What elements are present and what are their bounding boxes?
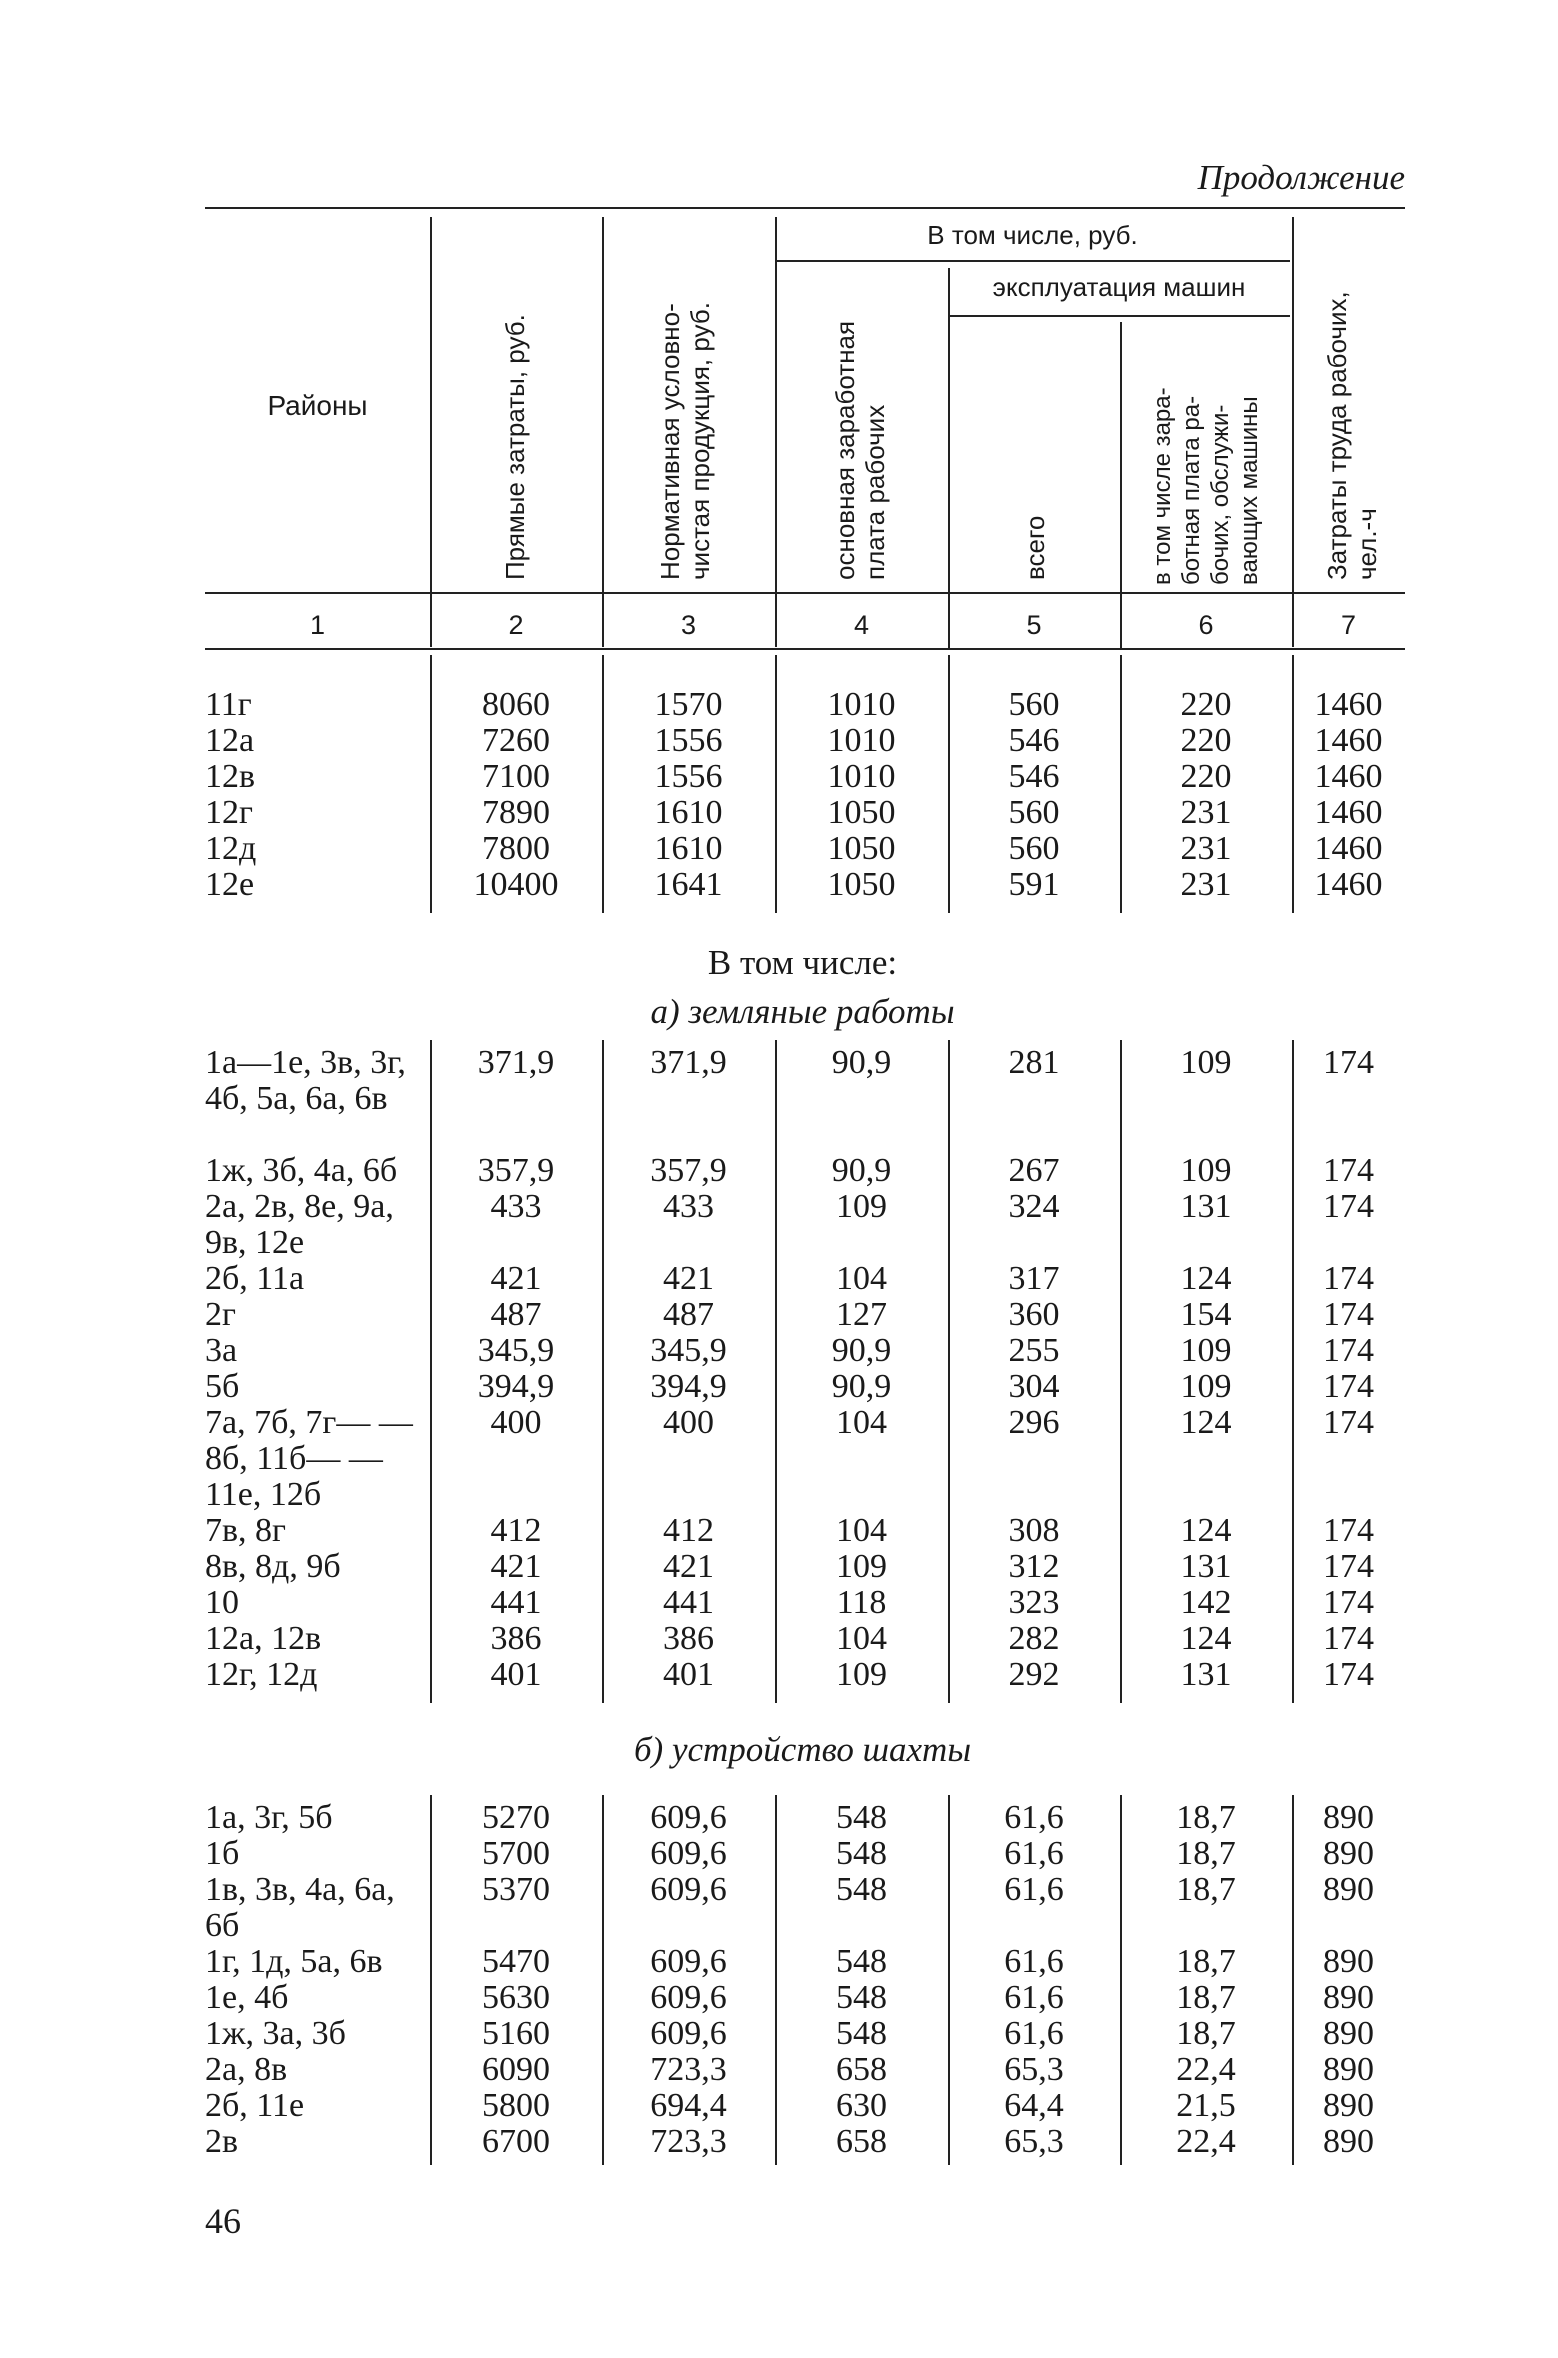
value-cell: 174 <box>1323 1512 1374 1549</box>
column-number: 6 <box>1198 610 1214 640</box>
header-incl-wage-line: ботная плата ра- <box>1178 395 1205 585</box>
value-cell: 658 <box>836 2123 887 2160</box>
value-cell: 890 <box>1323 1871 1374 1908</box>
body-vrule <box>948 655 950 913</box>
district-cell: 12д <box>205 830 257 867</box>
value-cell: 304 <box>1008 1368 1060 1405</box>
value-cell: 22,4 <box>1176 2051 1236 2088</box>
value-cell: 174 <box>1323 1332 1374 1369</box>
district-cell: 1в, 3в, 4а, 6а, 6б <box>205 1871 395 1944</box>
body-vrule <box>1292 1040 1294 1703</box>
district-cell: 2в <box>205 2123 239 2160</box>
including-rule <box>775 260 1290 262</box>
value-cell: 546 <box>1008 758 1060 795</box>
value-cell: 174 <box>1323 1620 1374 1657</box>
value-cell: 220 <box>1180 758 1232 795</box>
header-incl-wage-line: вающих машины <box>1236 396 1263 585</box>
value-cell: 1010 <box>827 758 896 795</box>
header-including-rub: В том числе, руб. <box>927 220 1138 250</box>
value-cell: 109 <box>1180 1152 1232 1189</box>
value-cell: 124 <box>1180 1512 1232 1549</box>
value-cell: 1556 <box>654 722 723 759</box>
value-cell: 5470 <box>482 1943 550 1980</box>
value-cell: 890 <box>1323 1979 1374 2016</box>
value-cell: 220 <box>1180 722 1232 759</box>
value-cell: 118 <box>836 1584 887 1621</box>
column-number: 7 <box>1340 610 1357 640</box>
column-number: 2 <box>508 610 524 640</box>
value-cell: 433 <box>663 1188 714 1225</box>
value-cell: 609,6 <box>650 1799 727 1836</box>
header-direct-costs <box>500 314 530 580</box>
value-cell: 487 <box>663 1296 714 1333</box>
value-cell: 127 <box>836 1296 887 1333</box>
value-cell: 90,9 <box>831 1044 892 1081</box>
value-cell: 890 <box>1323 1799 1374 1836</box>
district-cell: 5б <box>205 1368 240 1405</box>
value-cell: 890 <box>1323 1943 1374 1980</box>
value-cell: 10400 <box>473 866 559 903</box>
column-number: 3 <box>680 610 697 640</box>
value-cell: 394,9 <box>650 1368 727 1405</box>
value-cell: 109 <box>1180 1332 1232 1369</box>
value-cell: 890 <box>1323 2015 1374 2052</box>
body-vrule <box>1120 1795 1122 2165</box>
body-vrule <box>775 1040 777 1703</box>
value-cell: 131 <box>1180 1188 1232 1225</box>
district-cell: 1ж, 3а, 3б <box>205 2015 346 2052</box>
value-cell: 7890 <box>482 794 550 831</box>
value-cell: 400 <box>490 1404 542 1441</box>
value-cell: 548 <box>836 1979 887 2016</box>
value-cell: 386 <box>490 1620 542 1657</box>
header-vrule <box>775 217 777 647</box>
value-cell: 591 <box>1008 866 1060 903</box>
value-cell: 433 <box>490 1188 542 1225</box>
value-cell: 104 <box>836 1512 887 1549</box>
value-cell: 890 <box>1323 2087 1374 2124</box>
value-cell: 104 <box>836 1620 887 1657</box>
value-cell: 723,3 <box>650 2051 727 2088</box>
value-cell: 109 <box>1180 1044 1232 1081</box>
header-labor-costs-line: Затраты труда рабочих, <box>1322 291 1352 580</box>
value-cell: 65,3 <box>1004 2123 1064 2160</box>
body-vrule <box>1120 655 1122 913</box>
value-cell: 231 <box>1180 830 1232 867</box>
district-cell: 1а, 3г, 5б <box>205 1799 333 1836</box>
value-cell: 131 <box>1180 1548 1232 1585</box>
value-cell: 109 <box>1180 1368 1232 1405</box>
value-cell: 124 <box>1180 1260 1232 1297</box>
value-cell: 412 <box>490 1512 542 1549</box>
value-cell: 5800 <box>482 2087 550 2124</box>
header-labor-costs <box>1322 291 1382 580</box>
value-cell: 630 <box>836 2087 887 2124</box>
header-districts: Районы <box>267 390 368 421</box>
value-cell: 154 <box>1180 1296 1232 1333</box>
value-cell: 609,6 <box>650 1871 727 1908</box>
value-cell: 7100 <box>482 758 550 795</box>
body-vrule <box>775 1795 777 2165</box>
value-cell: 1460 <box>1314 758 1383 795</box>
value-cell: 174 <box>1323 1404 1374 1441</box>
value-cell: 174 <box>1323 1188 1374 1225</box>
body-vrule <box>948 1040 950 1703</box>
value-cell: 421 <box>490 1260 542 1297</box>
district-cell: 12в <box>205 758 256 795</box>
header-vrule <box>1120 322 1122 648</box>
header-incl-wage <box>1148 387 1264 585</box>
value-cell: 694,4 <box>650 2087 727 2124</box>
header-incl-wage-line: бочих, обслужи- <box>1207 404 1234 585</box>
header-labor-costs-line: чел.-ч <box>1352 508 1382 580</box>
value-cell: 174 <box>1323 1296 1374 1333</box>
value-cell: 5160 <box>482 2015 550 2052</box>
value-cell: 371,9 <box>477 1044 555 1081</box>
district-cell: 2б, 11а <box>205 1260 305 1297</box>
value-cell: 6700 <box>482 2123 550 2160</box>
value-cell: 421 <box>490 1548 542 1585</box>
value-cell: 282 <box>1008 1620 1060 1657</box>
value-cell: 1556 <box>654 758 723 795</box>
value-cell: 394,9 <box>477 1368 555 1405</box>
page-number: 46 <box>205 2201 241 2241</box>
value-cell: 142 <box>1180 1584 1232 1621</box>
district-cell: 10 <box>205 1584 239 1621</box>
value-cell: 5630 <box>482 1979 550 2016</box>
header-base-wage-line: основная заработная <box>830 320 860 580</box>
value-cell: 104 <box>836 1260 887 1297</box>
value-cell: 231 <box>1180 866 1232 903</box>
column-number: 4 <box>853 610 870 640</box>
district-cell: 12г, 12д <box>205 1656 318 1693</box>
value-cell: 281 <box>1008 1044 1060 1081</box>
value-cell: 371,9 <box>650 1044 727 1081</box>
value-cell: 308 <box>1008 1512 1060 1549</box>
value-cell: 18,7 <box>1176 1943 1236 1980</box>
value-cell: 441 <box>490 1584 542 1621</box>
district-cell: 11г <box>205 686 252 723</box>
body-vrule <box>1292 655 1294 913</box>
value-cell: 174 <box>1323 1584 1374 1621</box>
value-cell: 65,3 <box>1004 2051 1064 2088</box>
header-vrule <box>430 217 432 647</box>
value-cell: 109 <box>836 1548 887 1585</box>
value-cell: 61,6 <box>1004 1979 1064 2016</box>
district-cell: 8в, 8д, 9б <box>205 1548 341 1585</box>
column-number: 1 <box>309 610 326 640</box>
value-cell: 401 <box>490 1656 542 1693</box>
district-cell: 12е <box>205 866 255 903</box>
value-cell: 357,9 <box>477 1152 555 1189</box>
district-cell: 3а <box>205 1332 238 1369</box>
value-cell: 609,6 <box>650 2015 727 2052</box>
value-cell: 5270 <box>482 1799 550 1836</box>
value-cell: 109 <box>836 1188 887 1225</box>
district-cell: 2а, 2в, 8е, 9а, 9в, 12е <box>205 1188 394 1261</box>
value-cell: 487 <box>490 1296 542 1333</box>
header-total <box>1020 516 1050 580</box>
value-cell: 174 <box>1323 1260 1374 1297</box>
value-cell: 400 <box>663 1404 714 1441</box>
value-cell: 890 <box>1323 2051 1374 2088</box>
value-cell: 360 <box>1008 1296 1060 1333</box>
value-cell: 90,9 <box>831 1368 892 1405</box>
header-direct-costs-text: Прямые затраты, руб. <box>500 314 530 580</box>
value-cell: 296 <box>1008 1404 1060 1441</box>
value-cell: 548 <box>836 2015 887 2052</box>
value-cell: 231 <box>1180 794 1232 831</box>
body-vrule <box>430 1040 432 1703</box>
value-cell: 1460 <box>1314 866 1383 903</box>
value-cell: 345,9 <box>650 1332 727 1369</box>
machines-rule <box>948 315 1290 317</box>
body-vrule <box>430 655 432 913</box>
value-cell: 7800 <box>482 830 550 867</box>
value-cell: 1641 <box>654 866 723 903</box>
value-cell: 548 <box>836 1835 887 1872</box>
value-cell: 1010 <box>827 722 896 759</box>
header-vrule <box>948 268 950 648</box>
value-cell: 90,9 <box>831 1152 892 1189</box>
value-cell: 21,5 <box>1176 2087 1236 2124</box>
body-vrule <box>1292 1795 1294 2165</box>
body-vrule <box>602 655 604 913</box>
district-cell: 1е, 4б <box>205 1979 289 2016</box>
value-cell: 7260 <box>482 722 550 759</box>
body-vrule <box>1120 1040 1122 1703</box>
value-cell: 64,4 <box>1004 2087 1064 2124</box>
value-cell: 61,6 <box>1004 1799 1064 1836</box>
district-cell: 2б, 11е <box>205 2087 305 2124</box>
header-base-wage-line: плата рабочих <box>860 404 890 580</box>
value-cell: 609,6 <box>650 1943 727 1980</box>
value-cell: 386 <box>663 1620 714 1657</box>
value-cell: 18,7 <box>1176 1835 1236 1872</box>
value-cell: 61,6 <box>1004 1871 1064 1908</box>
value-cell: 6090 <box>482 2051 550 2088</box>
value-cell: 220 <box>1180 686 1232 723</box>
value-cell: 22,4 <box>1176 2123 1236 2160</box>
value-cell: 546 <box>1008 722 1060 759</box>
body-vrule <box>602 1795 604 2165</box>
district-cell: 2г <box>205 1296 236 1333</box>
header-total-text: всего <box>1020 515 1050 580</box>
including-label: В том числе: <box>707 943 898 982</box>
district-cell: 12а, 12в <box>205 1620 322 1657</box>
continuation-label: Продолжение <box>1197 158 1405 197</box>
value-cell: 174 <box>1323 1152 1374 1189</box>
value-cell: 90,9 <box>831 1332 892 1369</box>
value-cell: 174 <box>1323 1044 1374 1081</box>
section-b-title: б) устройство шахты <box>633 1730 972 1769</box>
value-cell: 548 <box>836 1799 887 1836</box>
value-cell: 1460 <box>1314 830 1383 867</box>
value-cell: 124 <box>1180 1620 1232 1657</box>
value-cell: 1050 <box>827 866 896 903</box>
value-cell: 18,7 <box>1176 1799 1236 1836</box>
district-cell: 7в, 8г <box>205 1512 286 1549</box>
header-machine-operation: эксплуатация машин <box>992 272 1246 302</box>
header-bottom-rule <box>205 592 1405 594</box>
value-cell: 18,7 <box>1176 2015 1236 2052</box>
value-cell: 1050 <box>827 794 896 831</box>
value-cell: 1610 <box>654 830 723 867</box>
district-cell: 12а <box>205 722 255 759</box>
header-incl-wage-line: в том числе зара- <box>1149 387 1176 585</box>
header-base-wage <box>830 321 890 580</box>
value-cell: 421 <box>663 1548 714 1585</box>
header-normative-output <box>655 302 715 580</box>
value-cell: 560 <box>1008 686 1060 723</box>
value-cell: 890 <box>1323 1835 1374 1872</box>
value-cell: 609,6 <box>650 1835 727 1872</box>
value-cell: 723,3 <box>650 2123 727 2160</box>
value-cell: 345,9 <box>477 1332 555 1369</box>
value-cell: 61,6 <box>1004 1835 1064 1872</box>
section-a-title: а) земляные работы <box>650 992 955 1031</box>
value-cell: 109 <box>836 1656 887 1693</box>
header-normative-output-line: Нормативная условно- <box>655 303 685 580</box>
district-cell: 7а, 7б, 7г— —8б, 11б— —11е, 12б <box>205 1404 413 1513</box>
value-cell: 658 <box>836 2051 887 2088</box>
value-cell: 5700 <box>482 1835 550 1872</box>
district-cell: 1а—1е, 3в, 3г, 4б, 5а, 6а, 6в <box>205 1044 406 1117</box>
value-cell: 560 <box>1008 830 1060 867</box>
value-cell: 104 <box>836 1404 887 1441</box>
value-cell: 401 <box>663 1656 714 1693</box>
value-cell: 174 <box>1323 1656 1374 1693</box>
value-cell: 890 <box>1323 2123 1374 2160</box>
value-cell: 255 <box>1008 1332 1060 1369</box>
value-cell: 421 <box>663 1260 714 1297</box>
value-cell: 548 <box>836 1871 887 1908</box>
value-cell: 1460 <box>1314 794 1383 831</box>
body-vrule <box>948 1795 950 2165</box>
header-normative-output-line: чистая продукция, руб. <box>685 302 715 580</box>
district-cell: 12г <box>205 794 253 831</box>
district-cell: 2а, 8в <box>205 2051 288 2088</box>
district-cell: 1г, 1д, 5а, 6в <box>205 1943 383 1980</box>
value-cell: 18,7 <box>1176 1871 1236 1908</box>
value-cell: 609,6 <box>650 1979 727 2016</box>
value-cell: 412 <box>663 1512 714 1549</box>
value-cell: 61,6 <box>1004 2015 1064 2052</box>
value-cell: 1050 <box>827 830 896 867</box>
value-cell: 317 <box>1008 1260 1060 1297</box>
value-cell: 174 <box>1323 1368 1374 1405</box>
value-cell: 312 <box>1008 1548 1060 1585</box>
header-vrule <box>1292 217 1294 647</box>
value-cell: 1460 <box>1314 722 1383 759</box>
value-cell: 292 <box>1008 1656 1060 1693</box>
value-cell: 124 <box>1180 1404 1232 1441</box>
value-cell: 61,6 <box>1004 1943 1064 1980</box>
value-cell: 441 <box>663 1584 714 1621</box>
value-cell: 323 <box>1008 1584 1060 1621</box>
colnum-bottom-rule <box>205 648 1405 650</box>
header-top-rule <box>205 207 1405 209</box>
body-vrule <box>602 1040 604 1703</box>
value-cell: 267 <box>1008 1152 1060 1189</box>
value-cell: 560 <box>1008 794 1060 831</box>
value-cell: 1570 <box>654 686 723 723</box>
value-cell: 8060 <box>482 686 550 723</box>
value-cell: 1460 <box>1314 686 1383 723</box>
body-vrule <box>775 655 777 913</box>
value-cell: 174 <box>1323 1548 1374 1585</box>
value-cell: 548 <box>836 1943 887 1980</box>
value-cell: 357,9 <box>650 1152 727 1189</box>
value-cell: 18,7 <box>1176 1979 1236 2016</box>
value-cell: 1610 <box>654 794 723 831</box>
value-cell: 324 <box>1008 1188 1060 1225</box>
column-number: 5 <box>1026 610 1042 640</box>
district-cell: 1ж, 3б, 4а, 6б <box>205 1152 398 1189</box>
value-cell: 1010 <box>827 686 896 723</box>
district-cell: 1б <box>205 1835 240 1872</box>
body-vrule <box>430 1795 432 2165</box>
header-vrule <box>602 217 604 647</box>
value-cell: 5370 <box>482 1871 550 1908</box>
value-cell: 131 <box>1180 1656 1232 1693</box>
